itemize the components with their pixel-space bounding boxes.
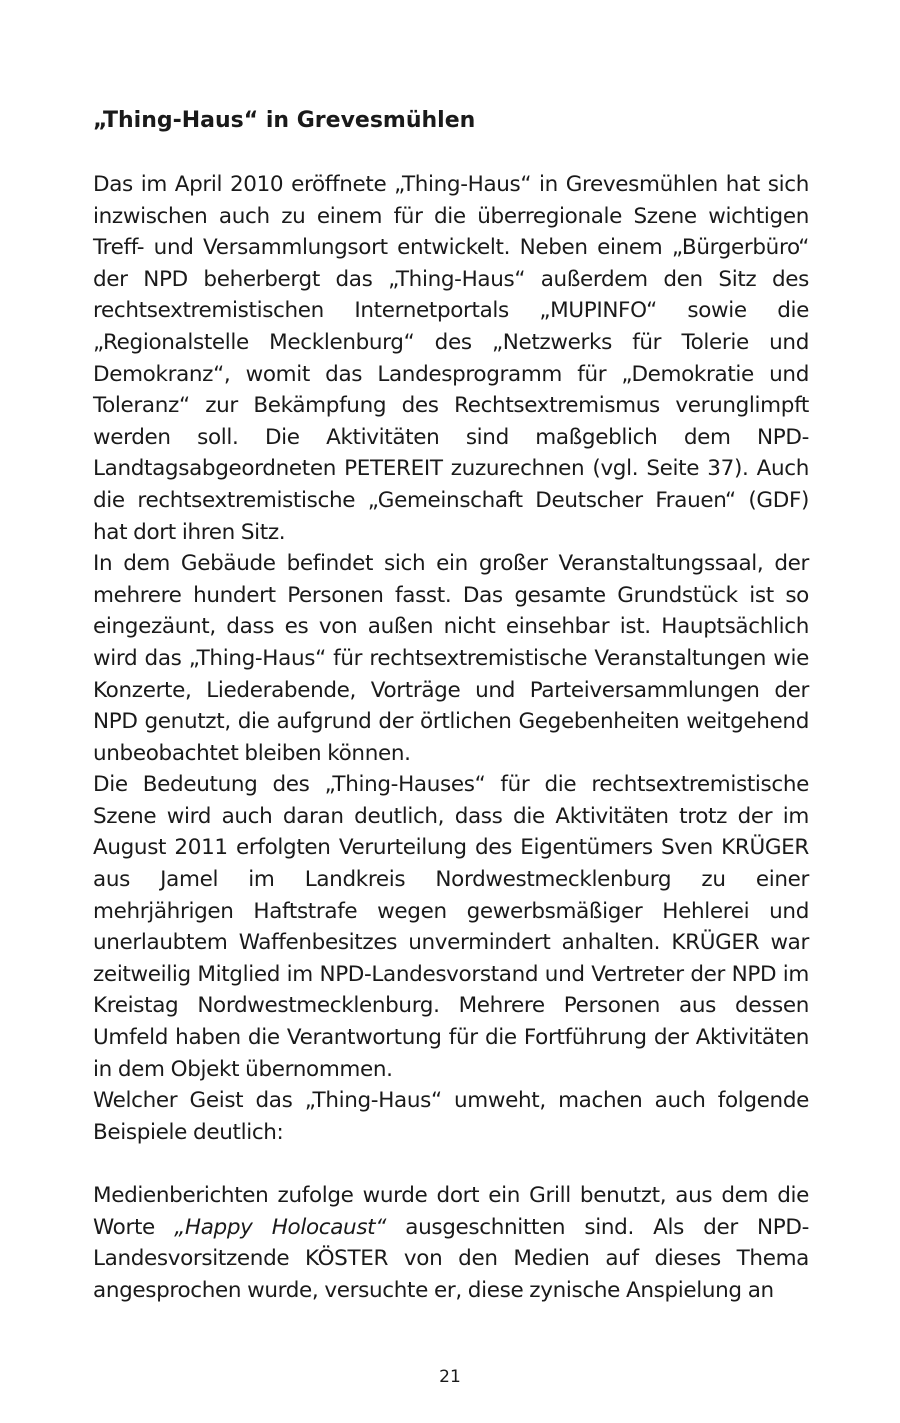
paragraph-3: Die Bedeutung des „Thing-Hauses“ für die rechtsextremistische Szene wird auch daran deutlich, dass die Aktivitäten trotz der im August 2011 erfolgten Verurteilung des Eigentümers Sven KRÜGER aus Jamel im Landkreis Nordwestmecklenburg zu einer mehrjährigen Haftstrafe wegen gewerbsmäßiger Hehlerei und unerlaubtem Waffenbesitzes unvermindert anhalten. KRÜGER war zeitweilig Mitglied im NPD-Landesvorstand und Vertreter der NPD im Kreistag Nordwestmecklenburg. Mehrere Personen aus dessen Umfeld haben die Verantwortung für die Fortführung der Aktivitäten in dem Objekt übernommen. xyxy=(93,772,809,1082)
paragraph-5-text-before: Medienberichten zufolge wurde dort ein Grill benutzt, aus dem die Worte xyxy=(93,1183,809,1240)
paragraph-gap xyxy=(93,1148,809,1180)
paragraph-5-emphasis: „Happy Holocaust“ xyxy=(174,1214,387,1240)
paragraph-5 xyxy=(93,1180,809,1306)
paragraph-1: Das im April 2010 eröffnete „Thing-Haus“ in Grevesmühlen hat sich inzwischen auch zu einem für die überregionale Szene wichtigen Treff- und Versammlungsort entwickelt. Neben einem „Bürgerbüro“ der NPD beherbergt das „Thing-Haus“ außerdem den Sitz des rechtsextremistischen Internetportals „MUPINFO“ sowie die „Regionalstelle Mecklenburg“ des „Netzwerks für Tolerie und Demokranz“, womit das Landesprogramm für „Demokratie und Toleranz“ zur Bekämpfung des Rechtsextremismus verunglimpft werden soll. Die Aktivitäten sind maßgeblich dem NPD-Landtagsabgeordneten PETEREIT zuzurechnen (vgl. Seite 37). Auch die rechtsextremistische „Gemeinschaft Deutscher Frauen“ (GDF) hat dort ihren Sitz. xyxy=(93,172,809,545)
paragraph-2: In dem Gebäude befindet sich ein großer Veranstaltungssaal, der mehrere hundert Personen fasst. Das gesamte Grundstück ist so eingezäunt, dass es von außen nicht einsehbar ist. Hauptsächlich wird das „Thing-Haus“ für rechtsextremistische Veranstaltungen wie Konzerte, Liederabende, Vorträge und Parteiversammlungen der NPD genutzt, die aufgrund der örtlichen Gegebenheiten weitgehend unbeobachtet bleiben können. xyxy=(93,551,809,766)
page-number: 21 xyxy=(439,1367,461,1387)
document-page xyxy=(93,105,809,1306)
paragraph-4: Welcher Geist das „Thing-Haus“ umweht, machen auch folgende Beispiele deutlich: xyxy=(93,1088,809,1145)
paragraph-5-text-after: ausgeschnitten sind. Als der NPD-Landesvorsitzende KÖSTER von den Medien auf dieses Thema angesprochen wurde, versuchte er, diese zynische Anspielung an xyxy=(93,1214,809,1303)
section-heading: „Thing-Haus“ in Grevesmühlen xyxy=(93,108,476,133)
